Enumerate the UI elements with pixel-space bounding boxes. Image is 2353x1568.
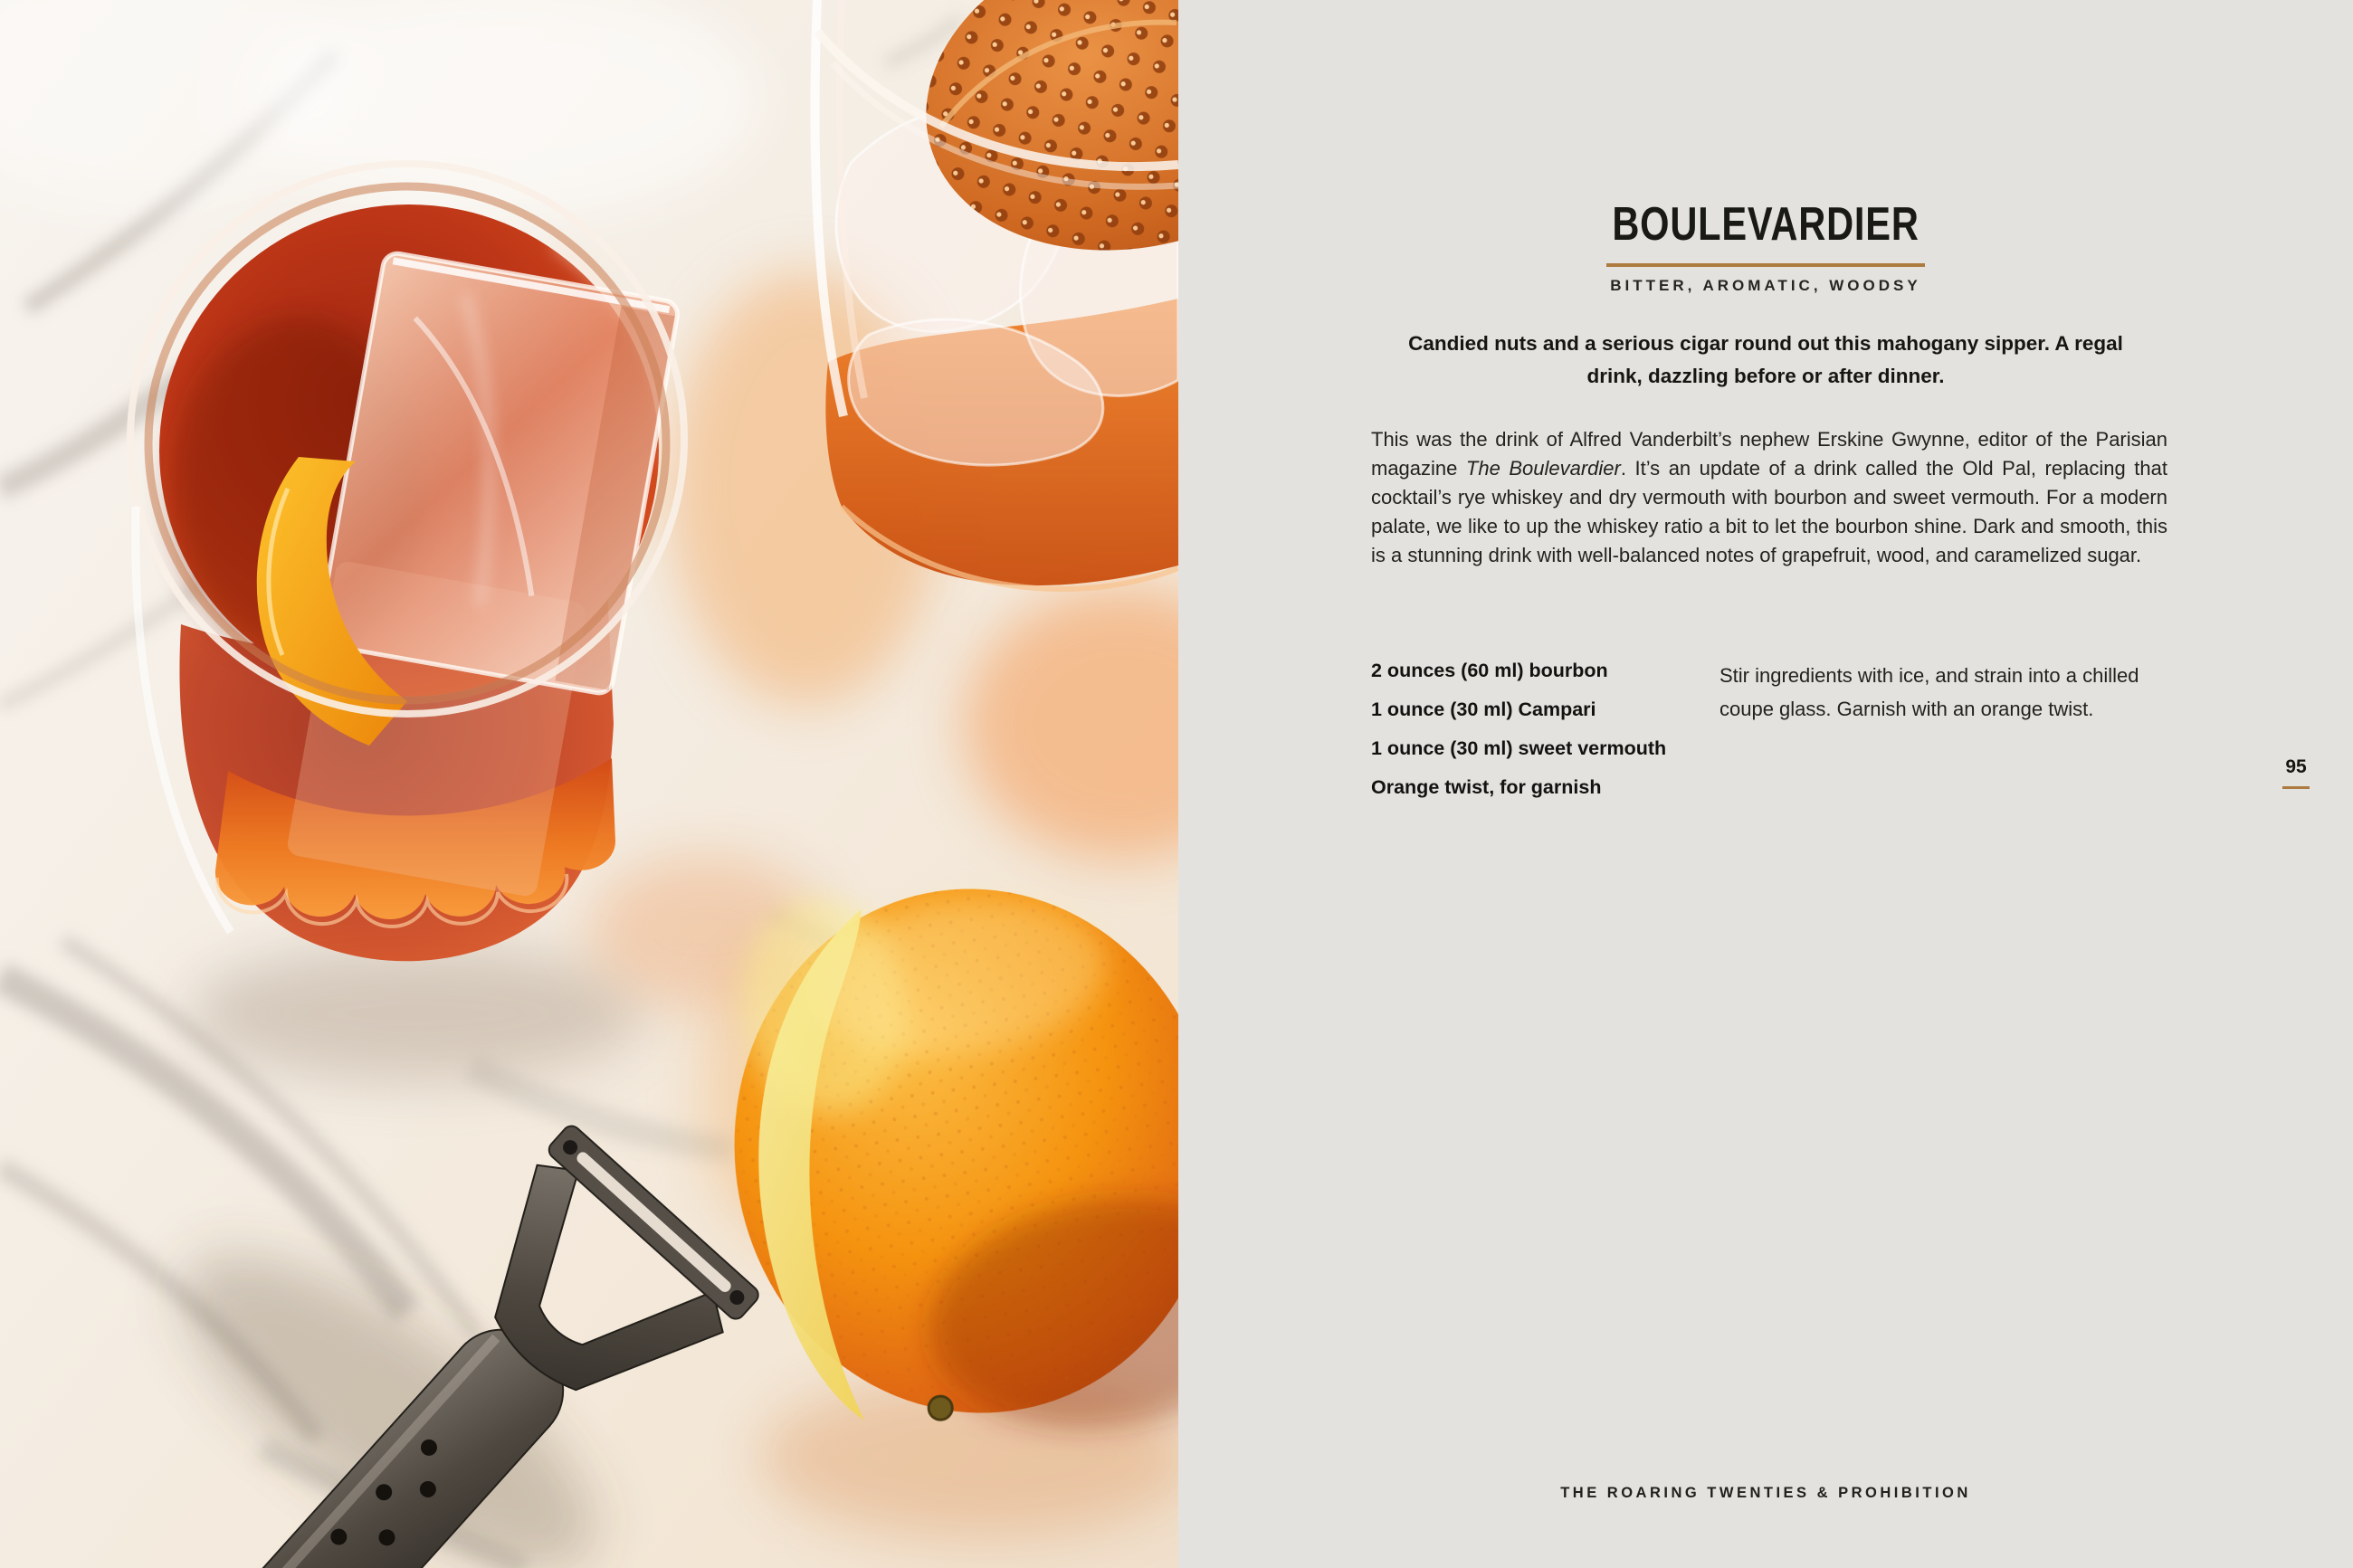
- ingredient-item: 1 ounce (30 ml) Campari: [1371, 698, 1596, 720]
- description-text-2: . It’s an update of a drink called the Old Pal, replacing that cocktail’s rye whiskey and dry vermouth with bourbon and sweet vermouth. For a modern palate, we like to up the whiskey ratio a bit to let the bourbon shine. Dark and smooth, this is a stunning drink with well-balanced notes of grapefruit, wood, and caramelized sugar.: [1371, 457, 2167, 566]
- ingredient-item: Orange twist, for garnish: [1371, 776, 1602, 798]
- title-underline-rule: [1606, 263, 1925, 267]
- recipe-title: BOULEVARDIER: [1612, 198, 1920, 251]
- ingredient-item: 1 ounce (30 ml) sweet vermouth: [1371, 737, 1667, 759]
- ingredient-item: 2 ounces (60 ml) bourbon: [1371, 660, 1608, 681]
- recipe-page: [1178, 0, 2353, 1568]
- ingredients-list: [1371, 657, 1670, 813]
- page-number: [2269, 756, 2323, 789]
- page-number-value: 95: [2285, 756, 2307, 777]
- instructions-text: Stir ingredients with ice, and strain into a chilled coupe glass. Garnish with an orange twist.: [1720, 664, 2139, 720]
- recipe-tagline: BITTER, AROMATIC, WOODSY: [1610, 277, 1921, 294]
- recipe-description: [1371, 425, 2167, 570]
- recipe-intro: Candied nuts and a serious cigar round out this mahogany sipper. A regal drink, dazzling before or after dinner.: [1408, 332, 2123, 387]
- page-number-rule: [2282, 786, 2310, 789]
- magazine-title-italic: The Boulevardier: [1465, 457, 1621, 480]
- chapter-footer: THE ROARING TWENTIES & PROHIBITION: [1560, 1485, 1971, 1501]
- description-text-1: This was the drink of Alfred Vanderbilt’s nephew Erskine Gwynne, editor of the Parisian magazine: [1371, 428, 2167, 480]
